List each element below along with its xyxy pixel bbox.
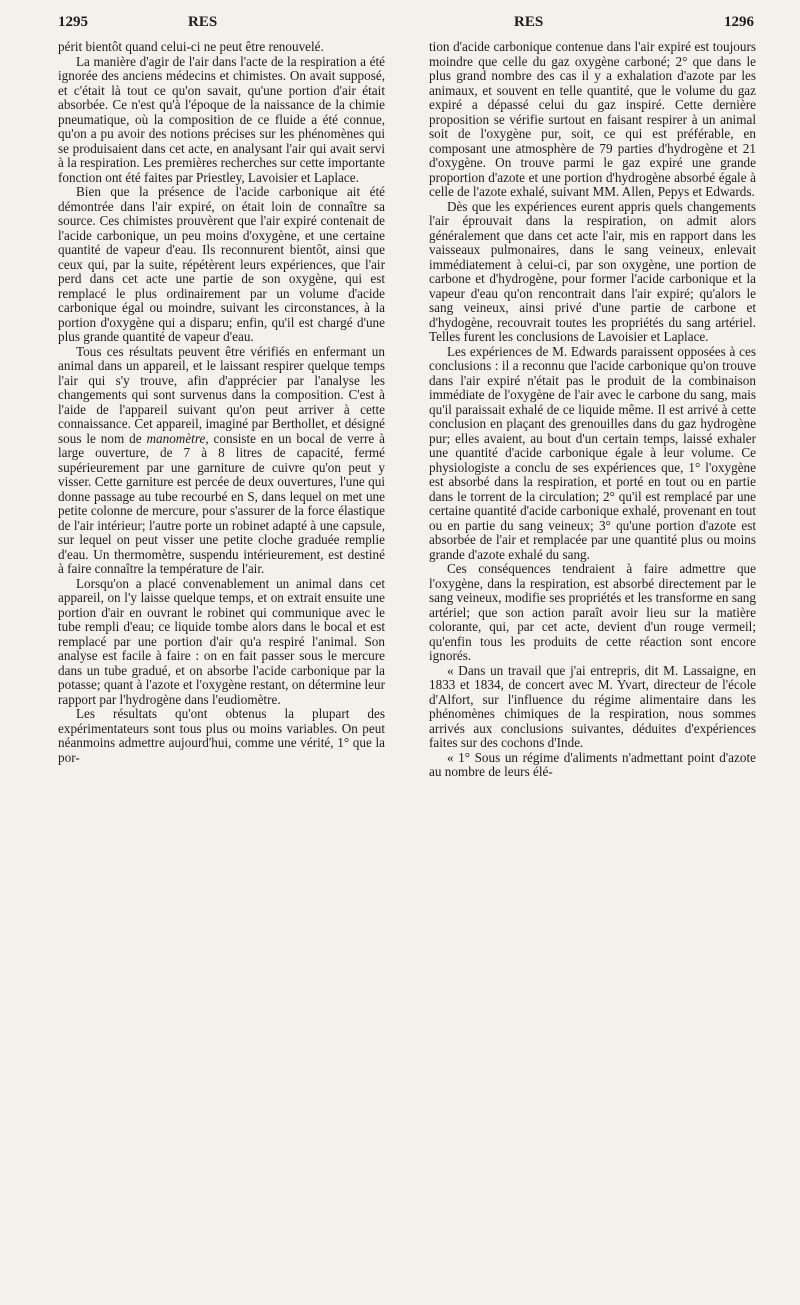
paragraph: La manière d'agir de l'air dans l'acte de la respiration a été ignorée des anciens médecins et chimistes. On avait supposé, et c'était là tout ce qu'on savait, qu'une portion d'air était absorbée. Ce n'est qu'à l'époque de la naissance de la chimie pneumatique, où la composition de ce fluide a été connue, qu'on a pu avoir des notions précises sur les phénomènes qui se produisaient dans cet acte, en analysant l'air qui avait servi à la respiration. Les premières recherches sur cette importante fonction ont été faites par Priestley, Lavoisier et Laplace.: [58, 53, 385, 185]
left-page-number: 1295: [58, 14, 88, 30]
paragraph: tion d'acide carbonique contenue dans l'air expiré est toujours moindre que celle du gaz oxygène carboné; 2° que dans le plus grand nombre des cas il y a exhalation d'azote par les animaux, et souvent en telle quantité, que le volume du gaz expiré a dépassé celui du gaz inspiré. Cette dernière proposition se vérifie surtout en faisant respirer à un animal soit de l'oxygène pur, soit, ce qui est préférable, en composant une atmosphère de 79 parties d'hydrogène et 21 d'oxygène. On trouve parmi le gaz expiré une grande proportion d'azote et une portion d'hydrogène absorbé égale à celle de l'azote exhalé, suivant MM. Allen, Pepys et Edwards.: [429, 39, 756, 199]
paragraph: Ces conséquences tendraient à faire admettre que l'oxygène, dans la respiration, est absorbé directement par le sang veineux, modifie ses propriétés et les transforme en sang artériel; que son action paraît avoir lieu sur la matière colorante, qui, par cet acte, devient d'un rouge vermeil; qu'enfin tous les produits de cette réaction sont encore ignorés.: [429, 561, 756, 663]
paragraph: Bien que la présence de l'acide carbonique ait été démontrée dans l'air expiré, on était loin de connaître sa source. Ces chimistes prouvèrent que l'air expiré contenait de l'acide carbonique, un peu moins d'oxygène, et une certaine quantité de vapeur d'eau. Ils reconnurent bientôt, ainsi que ceux qui, par la suite, répétèrent leurs expériences, que l'air perd dans cet acte une partie de son oxygène, qui est remplacé le plus ordinairement par un volume d'acide carbonique égal ou moindre, suivant les circonstances, à la portion d'oxygène qui a disparu; enfin, qu'il est chargé d'une plus grande quantité de vapeur d'eau.: [58, 184, 385, 344]
term-manometre: manomètre: [146, 430, 206, 446]
right-column: [429, 40, 756, 780]
paragraph: [58, 345, 385, 577]
left-running-head: RES: [188, 14, 218, 30]
paragraph: Les expériences de M. Edwards paraissent opposées à ces conclusions : il a reconnu que l'acide carbonique qu'on trouve dans l'air expiré n'était pas le produit de la combinaison immédiate de l'oxygène de l'air avec le carbone du sang, mais qu'il paraissait exhalé de ce liquide même. Il est arrivé à cette conclusion en plaçant des grenouilles dans du gaz hydrogène pur; elles avaient, au bout d'un certain temps, laissé exhaler une quantité d'acide carbonique égale à leur volume. Ce physiologiste a conclu de ses expériences que, 1° l'oxygène est absorbé dans la respiration, et porté en tout ou en partie dans le torrent de la circulation; 2° qu'il est remplacé par une certaine quantité d'acide carbonique exhalé, provenant en tout ou en partie du sang veineux; 3° qu'une portion d'azote est absorbée de l'air et remplacée par une quantité plus ou moins grande d'azote exhalé du sang.: [429, 343, 756, 562]
paragraph: « Dans un travail que j'ai entrepris, dit M. Lassaigne, en 1833 et 1834, de concert avec M. Yvart, directeur de l'école d'Alfort, sur l'influence du régime alimentaire dans les phénomènes chimiques de la respiration, nous sommes arrivés aux conclusions suivantes, déduites d'expériences faites sur des cochons d'Inde.: [429, 662, 756, 750]
paragraph: Les résultats qu'ont obtenus la plupart des expérimentateurs sont tous plus ou moins variables. On peut néanmoins admettre aujourd'hui, comme une vérité, 1° que la por-: [58, 706, 385, 765]
paragraph-text: Tous ces résultats peuvent être vérifiés en enfermant un animal dans un appareil, et le laissant respirer quelque temps l'air qui s'y trouve, afin d'apprécier par l'analyse les changements qui sont survenus dans la composition. C'est à l'aide de l'appareil suivant qu'on peut arriver à cette connaissance. Cet appareil, imaginé par Berthollet, et désigné sous le nom de: [58, 343, 385, 446]
running-header: [58, 14, 754, 34]
right-page-number: 1296: [724, 14, 754, 30]
paragraph: « 1° Sous un régime d'aliments n'admettant point d'azote au nombre de leurs élé-: [429, 749, 756, 779]
paragraph-text: , consiste en un bocal de verre à large ouverture, de 7 à 8 litres de capacité, fermé supérieurement par une garniture de cuivre qu'on peut y visser. Cette garniture est percée de deux ouvertures, l'une qui donne passage au tube recourbé en S, dans lequel on met une petite colonne de mercure, pour s'assurer de la force élastique de l'air intérieur; l'autre porte un robinet adapté à une capsule, sur lequel on peut visser une petite cloche graduée remplie d'eau. Un thermomètre, suspendu intérieurement, est destiné à faire connaître la température de l'air.: [58, 430, 386, 576]
paragraph: périt bientôt quand celui-ci ne peut être renouvelé.: [58, 39, 324, 54]
paragraph: Dès que les expériences eurent appris quels changements l'air éprouvait dans la respiration, on admit alors généralement que dans cet acte l'air, mis en rapport dans les vaisseaux pulmonaires, dans le sang veineux, enlevait immédiatement à celui-ci, par son oxygène, une portion de carbone et d'hydrogène, pour former l'acide carbonique et la vapeur d'eau qu'on rencontrait dans l'air expiré; qu'alors le sang veineux, ainsi privé d'une partie de carbone et d'hydogène, recouvrait toutes les propriétés du sang artériel. Telles furent les conclusions de Lavoisier et Laplace.: [429, 198, 756, 344]
left-column: [58, 40, 385, 765]
paragraph: Lorsqu'on a placé convenablement un animal dans cet appareil, on l'y laisse quelque temps, et on extrait ensuite une portion d'air en ouvrant le robinet qui communique avec le tube rempli d'eau; ce liquide tombe alors dans le bocal et est remplacé par une portion d'air qu'a respiré l'animal. Son analyse est facile à faire : on en fait passer sous le mercure dans un tube gradué, et on absorbe l'acide carbonique par la potasse; quant à l'azote et l'oxygène restant, on détermine leur rapport par l'hydrogène dans l'eudiomètre.: [58, 575, 385, 707]
right-running-head: RES: [514, 14, 544, 30]
